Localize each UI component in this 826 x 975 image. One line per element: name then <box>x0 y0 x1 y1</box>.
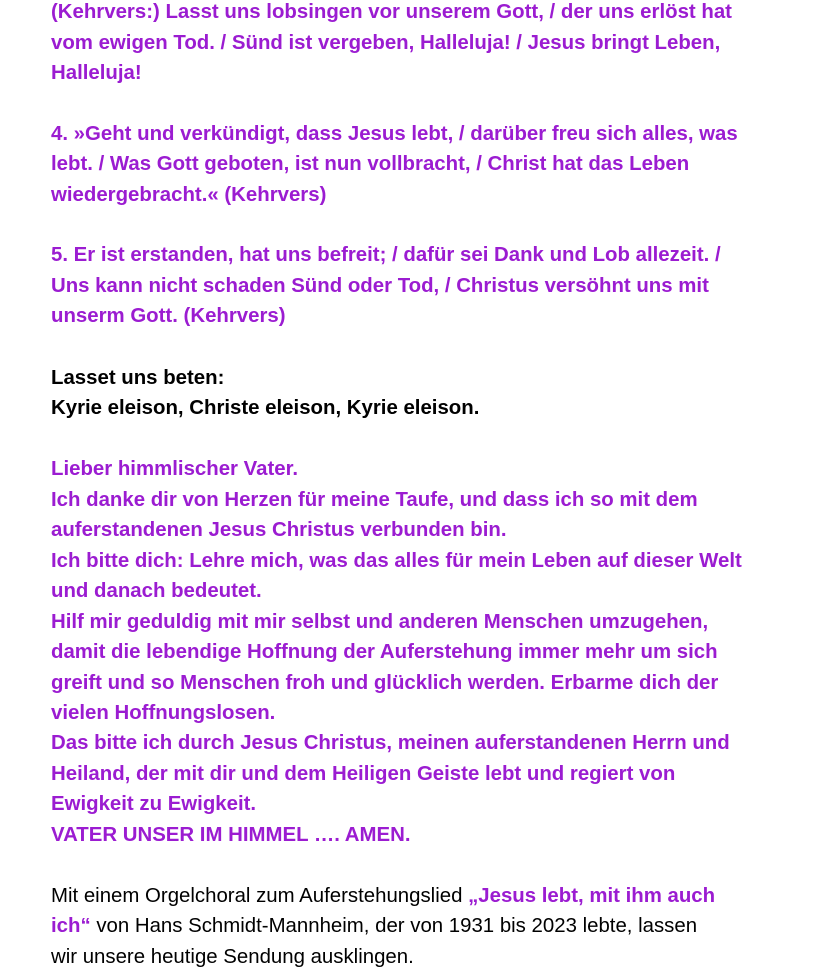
closing-text: von Hans Schmidt-Mannheim, der von 1931 bis 2023 lebte, lassen <box>90 915 698 937</box>
prayer-intro-heading: Lasset uns beten: <box>51 367 225 389</box>
song-title-end: ich“ <box>51 915 91 937</box>
prayer-line: Hilf mir geduldig mit mir selbst und anderen Menschen umzugehen, <box>51 611 709 633</box>
refrain-line: vom ewigen Tod. / Sünd ist vergeben, Halleluja! / Jesus bringt Leben, <box>51 32 721 54</box>
prayer-line: Heiland, der mit dir und dem Heiligen Geiste lebt und regiert von <box>51 763 676 785</box>
verse-line: unserm Gott. (Kehrvers) <box>51 305 286 327</box>
prayer-line: Das bitte ich durch Jesus Christus, meinen auferstandenen Herrn und <box>51 732 730 754</box>
verse-line: 5. Er ist erstanden, hat uns befreit; / dafür sei Dank und Lob allezeit. / <box>51 244 721 266</box>
prayer-line: und danach bedeutet. <box>51 580 262 602</box>
closing-line <box>51 881 715 911</box>
amen-line: VATER UNSER IM HIMMEL …. AMEN. <box>51 824 411 846</box>
closing-line: wir unsere heutige Sendung ausklingen. <box>51 946 414 968</box>
verse-line: Uns kann nicht schaden Sünd oder Tod, / Christus versöhnt uns mit <box>51 275 709 297</box>
prayer-line: Lieber himmlischer Vater. <box>51 458 299 480</box>
refrain-line: (Kehrvers:) Lasst uns lobsingen vor unserem Gott, / der uns erlöst hat <box>51 1 732 23</box>
prayer-line: vielen Hoffnungslosen. <box>51 702 276 724</box>
closing-text: Mit einem Orgelchoral zum Auferstehungslied <box>51 885 469 907</box>
song-title: „Jesus lebt, mit ihm auch <box>468 885 716 907</box>
verse-line: lebt. / Was Gott geboten, ist nun vollbracht, / Christ hat das Leben <box>51 153 690 175</box>
prayer-line: Ich danke dir von Herzen für meine Taufe, und dass ich so mit dem <box>51 489 698 511</box>
prayer-line: greift und so Menschen froh und glücklich werden. Erbarme dich der <box>51 672 719 694</box>
closing-line <box>51 911 697 941</box>
prayer-line: Ewigkeit zu Ewigkeit. <box>51 793 257 815</box>
refrain-line: Halleluja! <box>51 62 142 84</box>
prayer-line: Ich bitte dich: Lehre mich, was das alles für mein Leben auf dieser Welt <box>51 550 742 572</box>
prayer-line: damit die lebendige Hoffnung der Auferstehung immer mehr um sich <box>51 641 718 663</box>
kyrie-line: Kyrie eleison, Christe eleison, Kyrie eleison. <box>51 397 480 419</box>
prayer-line: auferstandenen Jesus Christus verbunden bin. <box>51 519 507 541</box>
verse-line: wiedergebracht.« (Kehrvers) <box>51 184 327 206</box>
verse-line: 4. »Geht und verkündigt, dass Jesus lebt, / darüber freu sich alles, was <box>51 123 738 145</box>
